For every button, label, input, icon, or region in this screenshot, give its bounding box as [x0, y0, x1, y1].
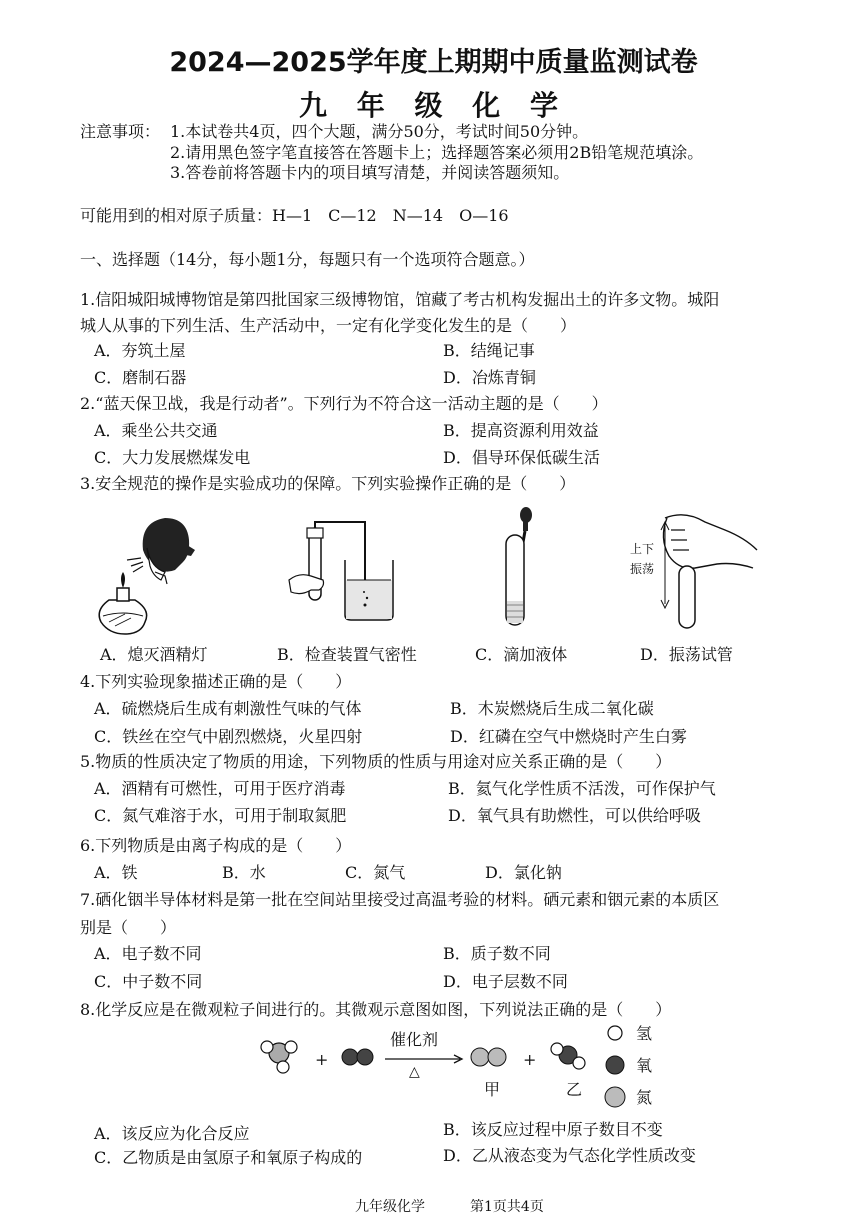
q6-option-b[interactable]: B．水: [222, 863, 266, 882]
q8-plus-2: +: [523, 1050, 537, 1069]
section-1-heading: 一、选择题（14分，每小题1分，每题只有一个选项符合题意。）: [80, 250, 535, 269]
q1-option-d[interactable]: D．冶炼青铜: [443, 368, 536, 387]
q2-option-c[interactable]: C．大力发展燃煤发电: [94, 448, 251, 467]
q7-option-b[interactable]: B．质子数不同: [443, 944, 551, 963]
q5-stem: 5.物质的性质决定了物质的用途，下列物质的性质与用途对应关系正确的是（ ）: [80, 752, 672, 771]
q8-option-c[interactable]: C．乙物质是由氢原子和氧原子构成的: [94, 1148, 363, 1167]
footer-subject: 九年级化学: [355, 1199, 425, 1215]
q3-figure-c-dropper: [498, 505, 543, 630]
exam-title: 2024—2025学年度上期期中质量监测试卷: [169, 47, 698, 78]
q1-option-a[interactable]: A．夯筑土屋: [94, 341, 186, 360]
q3-shake-label-1: 上下: [630, 542, 655, 556]
q2-option-a[interactable]: A．乘坐公共交通: [94, 421, 218, 440]
q3-figure-a-blowing-lamp: [95, 510, 205, 635]
q6-option-a[interactable]: A．铁: [94, 863, 138, 882]
q3-shake-label-2: 振荡: [630, 562, 655, 576]
q6-option-c[interactable]: C．氮气: [345, 863, 406, 882]
q1-option-c[interactable]: C．磨制石器: [94, 368, 187, 387]
q8-option-b[interactable]: B．该反应过程中原子数目不变: [443, 1120, 663, 1139]
q3-option-b[interactable]: B．检查装置气密性: [277, 645, 417, 664]
q8-stem: 8.化学反应是在微观粒子间进行的。其微观示意图如图，下列说法正确的是（ ）: [80, 1000, 672, 1019]
q7-stem-line1: 7.硒化铟半导体材料是第一批在空间站里接受过高温考验的材料。硒元素和铟元素的本质区: [80, 890, 720, 909]
q8-legend-nitrogen: 氮: [636, 1088, 653, 1107]
q5-option-a[interactable]: A．酒精有可燃性，可用于医疗消毒: [94, 779, 346, 798]
q3-option-a[interactable]: A．熄灭酒精灯: [100, 645, 208, 664]
q8-legend-oxygen: 氧: [636, 1056, 653, 1075]
q3-option-c[interactable]: C．滴加液体: [475, 645, 568, 664]
q7-stem-line2: 别是（ ）: [80, 918, 177, 937]
q3-option-d[interactable]: D．振荡试管: [640, 645, 733, 664]
q2-option-d[interactable]: D．倡导环保低碳生活: [443, 448, 600, 467]
q8-heat-label: △: [409, 1064, 420, 1080]
q2-stem: 2.“蓝天保卫战，我是行动者”。下列行为不符合这一活动主题的是（ ）: [80, 394, 608, 413]
q8-catalyst-label: 催化剂: [390, 1030, 439, 1049]
q2-option-b[interactable]: B．提高资源利用效益: [443, 421, 599, 440]
footer-page-number: 第1页共4页: [470, 1199, 544, 1215]
q7-option-d[interactable]: D．电子层数不同: [443, 972, 568, 991]
q4-option-d[interactable]: D．红磷在空气中燃烧时产生白雾: [450, 727, 687, 746]
q8-option-d[interactable]: D．乙从液态变为气态化学性质改变: [443, 1146, 696, 1165]
q5-option-d[interactable]: D．氧气具有助燃性，可以供给呼吸: [448, 806, 701, 825]
q4-option-b[interactable]: B．木炭燃烧后生成二氧化碳: [450, 699, 654, 718]
q8-product-yi: 乙: [566, 1080, 583, 1099]
q5-option-c[interactable]: C．氮气难溶于水，可用于制取氮肥: [94, 806, 347, 825]
q1-stem-line1: 1.信阳城阳城博物馆是第四批国家三级博物馆，馆藏了考古机构发掘出土的许多文物。城阳: [80, 290, 720, 309]
q6-option-d[interactable]: D．氯化钠: [485, 863, 562, 882]
q8-product-jia: 甲: [484, 1080, 501, 1099]
q1-stem-line2: 城人从事的下列生活、生产活动中，一定有化学变化发生的是（ ）: [80, 316, 577, 335]
notes-item-1: 1.本试卷共4页，四个大题，满分50分，考试时间50分钟。: [170, 122, 589, 141]
q7-option-a[interactable]: A．电子数不同: [94, 944, 202, 963]
q6-stem: 6.下列物质是由离子构成的是（ ）: [80, 836, 352, 855]
q4-option-c[interactable]: C．铁丝在空气中剧烈燃烧，火星四射: [94, 727, 363, 746]
q8-legend-hydrogen: 氢: [636, 1024, 653, 1043]
exam-subtitle: 九 年 级 化 学: [299, 89, 568, 122]
q8-option-a[interactable]: A．该反应为化合反应: [94, 1124, 250, 1143]
q4-option-a[interactable]: A．硫燃烧后生成有刺激性气味的气体: [94, 699, 362, 718]
notes-item-2: 2.请用黑色签字笔直接答在答题卡上；选择题答案必须用2B铅笔规范填涂。: [170, 143, 704, 162]
q7-option-c[interactable]: C．中子数不同: [94, 972, 203, 991]
q1-option-b[interactable]: B．结绳记事: [443, 341, 535, 360]
atomic-mass-line: 可能用到的相对原子质量：H—1 C—12 N—14 O—16: [80, 206, 509, 225]
q3-stem: 3.安全规范的操作是实验成功的保障。下列实验操作正确的是（ ）: [80, 474, 576, 493]
q4-stem: 4.下列实验现象描述正确的是（ ）: [80, 672, 352, 691]
notes-item-3: 3.答卷前将答题卡内的项目填写清楚，并阅读答题须知。: [170, 163, 570, 182]
q3-figure-b-airtightness: [285, 520, 400, 630]
q5-option-b[interactable]: B．氦气化学性质不活泼，可作保护气: [448, 779, 716, 798]
q8-plus-1: +: [315, 1050, 329, 1069]
notes-label: 注意事项：: [80, 122, 161, 141]
